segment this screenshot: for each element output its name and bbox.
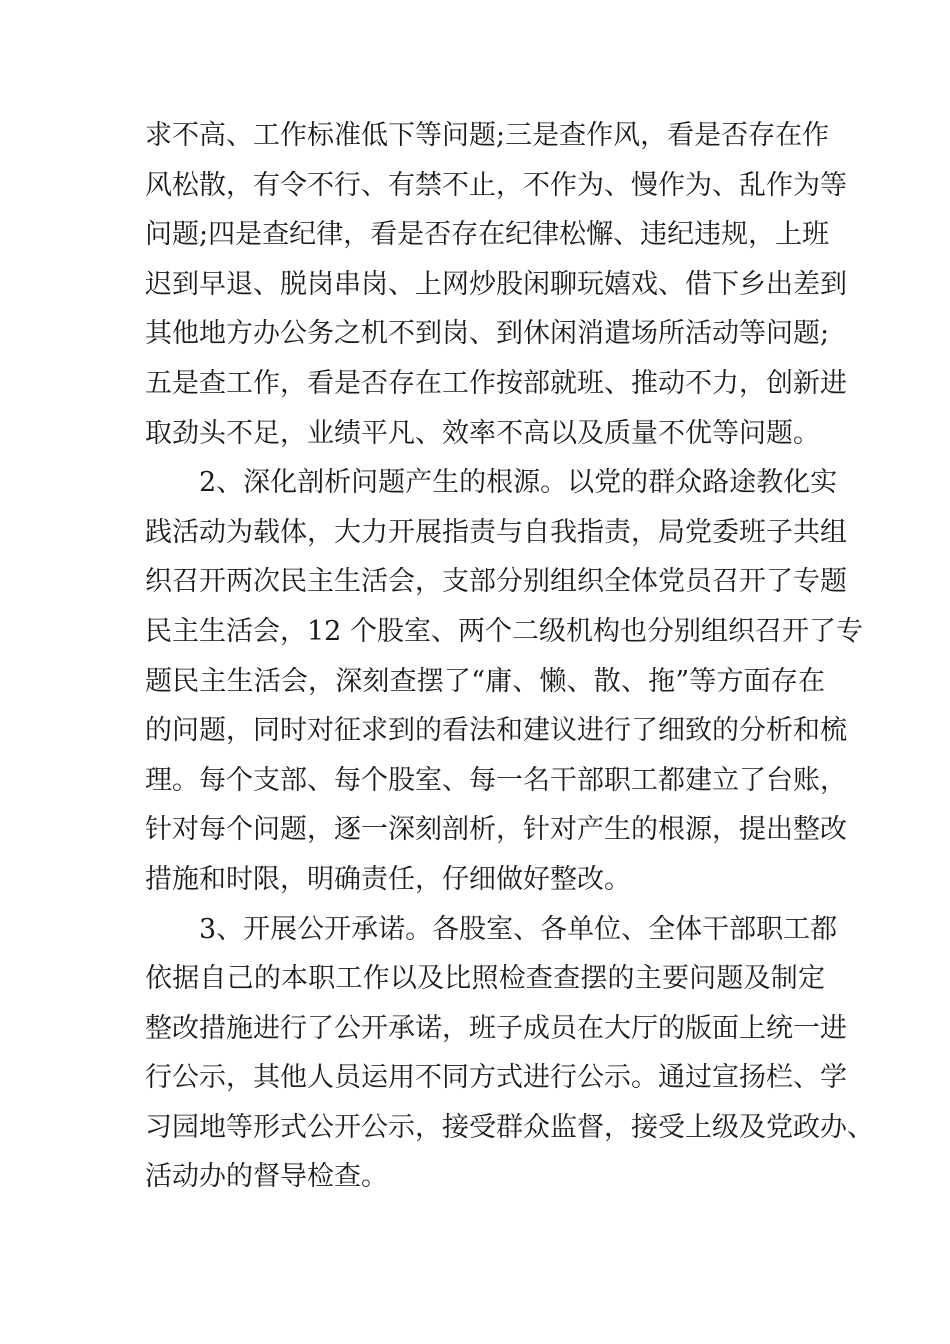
text-line: 3、开展公开承诺。各股室、各单位、全体干部职工都 xyxy=(199,913,838,945)
text-line: 织召开两次民主生活会，支部分别组织全体党员召开了专题 xyxy=(145,566,847,598)
text-line: 问题;四是查纪律，看是否存在纪律松懈、违纪违规，上班 xyxy=(145,219,830,251)
text-line: 理。每个支部、每个股室、每一名干部职工都建立了台账， xyxy=(145,764,847,796)
text-line: 针对每个问题，逐一深刻剖析，针对产生的根源，提出整改 xyxy=(145,814,847,846)
text-line: 五是查工作，看是否存在工作按部就班、推动不力，创新进 xyxy=(145,367,847,399)
text-line: 的问题，同时对征求到的看法和建议进行了细致的分析和梳 xyxy=(145,715,847,747)
text-line: 求不高、工作标准低下等问题;三是查作风，看是否存在作 xyxy=(145,120,830,151)
paragraph-1 xyxy=(145,111,847,458)
text-line: 践活动为载体，大力开展指责与自我指责，局党委班子共组 xyxy=(145,516,847,548)
body-text xyxy=(145,111,874,1202)
text-line: 其他地方办公务之机不到岗、到休闲消遣场所活动等问题; xyxy=(145,318,830,350)
paragraph-2 xyxy=(145,458,863,904)
text-line: 活动办的督导检查。 xyxy=(145,1161,388,1193)
text-line: 依据自己的本职工作以及比照检查查摆的主要问题及制定 xyxy=(145,963,825,995)
text-line: 2、深化剖析问题产生的根源。以党的群众路途教化实 xyxy=(199,467,838,499)
paragraph-3 xyxy=(145,905,874,1203)
text-line: 民主生活会，12 个股室、两个二级机构也分别组织召开了专 xyxy=(145,615,863,647)
text-line: 习园地等形式公开公示，接受群众监督，接受上级及党政办、 xyxy=(145,1111,874,1143)
text-line: 取劲头不足，业绩平凡、效率不高以及质量不优等问题。 xyxy=(145,417,820,449)
text-line: 措施和时限，明确责任，仔细做好整改。 xyxy=(145,863,631,895)
text-line: 行公示，其他人员运用不同方式进行公示。通过宣扬栏、学 xyxy=(145,1062,847,1094)
text-line: 风松散，有令不行、有禁不止，不作为、慢作为、乱作为等 xyxy=(145,169,847,201)
text-line: 题民主生活会，深刻查摆了“庸、懒、散、拖”等方面存在 xyxy=(145,665,825,697)
text-line: 整改措施进行了公开承诺，班子成员在大厅的版面上统一进 xyxy=(145,1012,847,1044)
text-line: 迟到早退、脱岗串岗、上网炒股闲聊玩嬉戏、借下乡出差到 xyxy=(145,268,847,300)
